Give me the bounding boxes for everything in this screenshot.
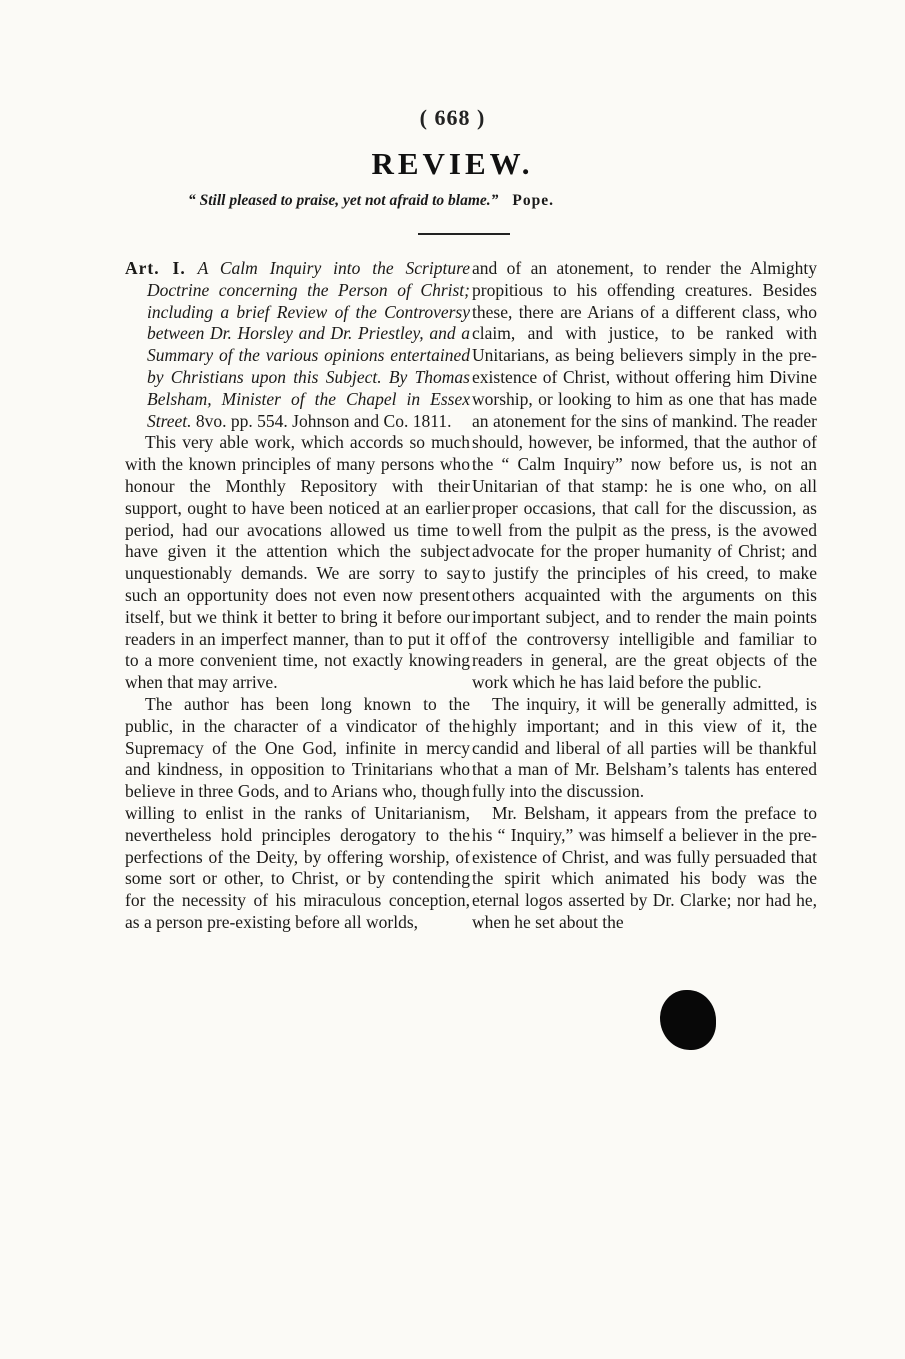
paragraph: Mr. Belsham, it appears from the preface to his “ Inquiry,” was himself a believer in the pre-existence of Christ, and was fully persuaded that the spirit which animated his body was the eternal logos asserted by Dr. Clarke; nor had he, when he set about the: [472, 802, 817, 932]
article-label: Art. I.: [125, 258, 186, 278]
article-title: A Calm Inquiry into the Scripture Doctrine concerning the Person of Christ; including a brief Review of the Controversy between Dr. Horsley and Dr. Priestley, and a Summary of the various opinions entertained by Christians upon this Subject. By Thomas Belsham, Minister of the Chapel in Essex Street.: [147, 258, 471, 431]
ink-blot: [660, 990, 716, 1050]
motto-author: Pope.: [512, 192, 555, 209]
article-citation: [125, 258, 470, 432]
section-heading: REVIEW.: [371, 146, 534, 181]
right-column: [472, 258, 817, 934]
motto-quote: “ Still pleased to praise, yet not afraid to blame.”: [188, 192, 499, 209]
divider-rule: [418, 233, 510, 235]
paragraph: The inquiry, it will be generally admitted, is highly important; and in this view of it, the candid and liberal of all parties will be thankful that a man of Mr. Belsham’s talents has entered fully into the discussion.: [472, 693, 817, 802]
left-column: [125, 258, 470, 934]
article-details: 8vo. pp. 554. Johnson and Co. 1811.: [195, 410, 452, 431]
motto: [188, 192, 748, 210]
paragraph: The author has been long known to the public, in the character of a vindicator of the Supremacy of the One God, infinite in mercy and kindness, in opposition to Trinitarians who believe in three Gods, and to Arians who, though willing to enlist in the ranks of Unitarianism, nevertheless hold principles derogatory to the perfections of the Deity, by offering worship, of some sort or other, to Christ, or by contending for the necessity of his miraculous conception, as a person pre-existing before all worlds,: [125, 693, 470, 932]
paragraph: This very able work, which accords so much with the known principles of many persons who honour the Monthly Repository with their support, ought to have been noticed at an earlier period, had our avocations allowed us time to have given it the attention which the subject unquestionably demands. We are sorry to say such an opportunity does not even now present itself, but we think it better to bring it before our readers in an imperfect manner, than to put it off to a more convenient time, not exactly knowing when that may arrive.: [125, 432, 470, 693]
page-number: ( 668 ): [419, 105, 486, 130]
paragraph: and of an atonement, to render the Almighty propitious to his offending creatures. Besides these, there are Arians of a different class, who claim, and with justice, to be ranked with Unitarians, as being believers simply in the pre-existence of Christ, without offering him Divine worship, or looking to him as one that has made an atonement for the sins of mankind. The reader should, however, be informed, that the author of the “ Calm Inquiry” now before us, is not an Unitarian of that stamp: he is one who, on all proper occasions, that call for the discussion, as well from the pulpit as the press, is the avowed advocate for the proper humanity of Christ; and to justify the principles of his creed, to make others acquainted with the arguments on this important subject, and to render the main points of the controversy intelligible and familiar to readers in general, are the great objects of the work which he has laid before the public.: [472, 258, 817, 693]
